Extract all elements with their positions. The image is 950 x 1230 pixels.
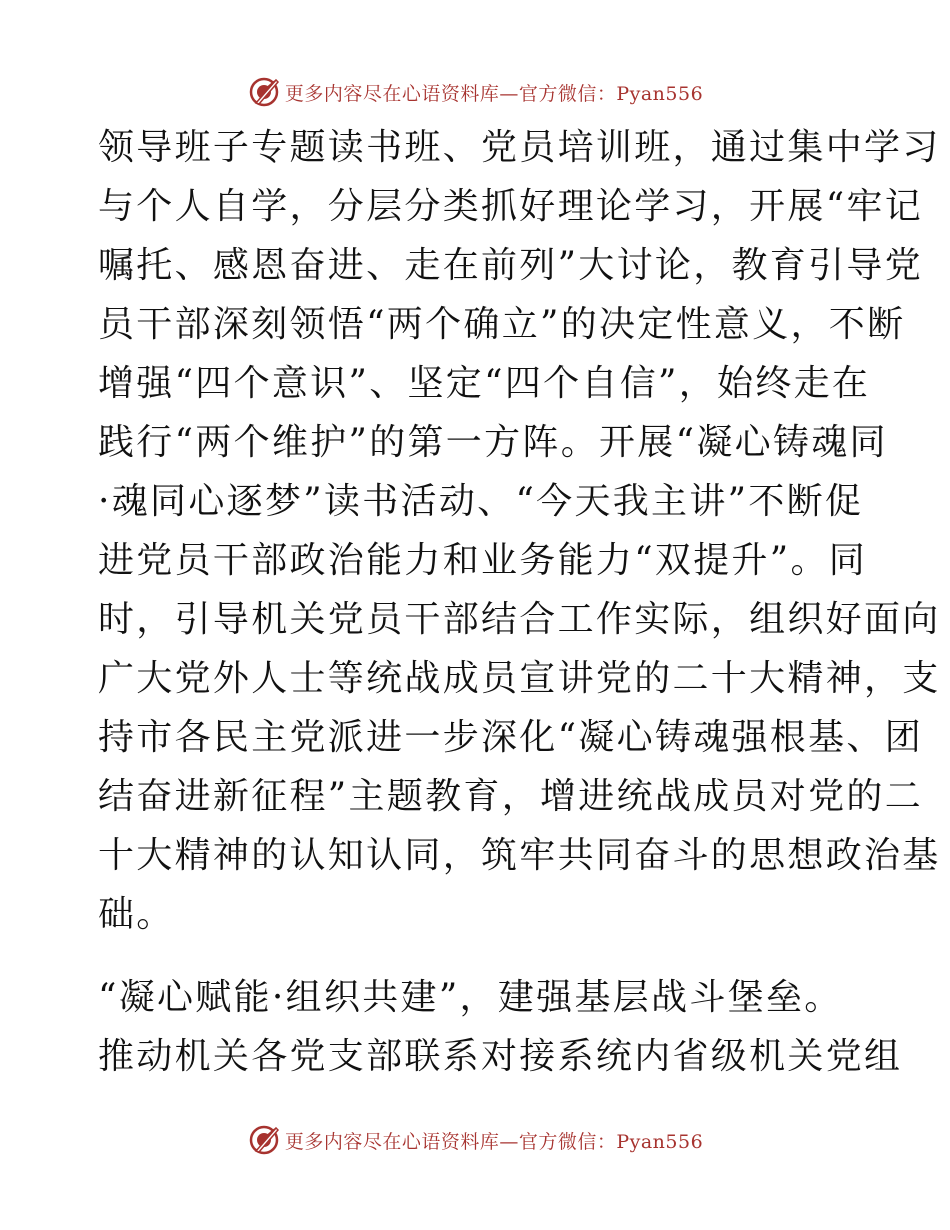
text-line: 嘱托、感恩奋进、走在前列”大讨论，教育引导党 xyxy=(98,245,924,286)
text-line: 践行“两个维护”的第一方阵。开展“凝心铸魂同 xyxy=(98,422,888,463)
watermark-text: 更多内容尽在心语资料库—官方微信：Pyan556 xyxy=(284,82,704,105)
text-line: 结奋进新征程”主题教育，增进统战成员对党的二 xyxy=(98,776,924,817)
text-line: 增强“四个意识”、坚定“四个自信”，始终走在 xyxy=(98,363,871,404)
text-line: 与个人自学，分层分类抓好理论学习，开展“牢记 xyxy=(98,186,924,227)
paragraph-1 xyxy=(98,118,941,944)
text-line: “凝心赋能·组织共建”，建强基层战斗堡垒。 xyxy=(98,977,843,1018)
paragraph-spacer xyxy=(98,944,858,968)
text-line: 十大精神的认知认同，筑牢共同奋斗的思想政治基 xyxy=(98,835,941,876)
text-line: 领导班子专题读书班、党员培训班，通过集中学习 xyxy=(98,127,941,168)
text-line: ·魂同心逐梦”读书活动、“今天我主讲”不断促 xyxy=(98,481,864,522)
quill-logo-icon xyxy=(247,1123,281,1157)
footer-watermark xyxy=(0,1120,950,1160)
watermark-text: 更多内容尽在心语资料库—官方微信：Pyan556 xyxy=(284,1130,704,1153)
text-line: 持市各民主党派进一步深化“凝心铸魂强根基、团 xyxy=(98,717,924,758)
text-line: 进党员干部政治能力和业务能力“双提升”。同 xyxy=(98,540,868,581)
text-line: 时，引导机关党员干部结合工作实际，组织好面向 xyxy=(98,599,941,640)
header-watermark xyxy=(0,72,950,112)
text-line: 推动机关各党支部联系对接系统内省级机关党组 xyxy=(98,1036,903,1077)
text-line: 广大党外人士等统战成员宣讲党的二十大精神，支 xyxy=(98,658,941,699)
document-body xyxy=(98,118,941,1086)
paragraph-2 xyxy=(98,968,903,1086)
text-line: 础。 xyxy=(98,894,175,935)
text-line: 员干部深刻领悟“两个确立”的决定性意义，不断 xyxy=(98,304,906,345)
quill-logo-icon xyxy=(247,75,281,109)
